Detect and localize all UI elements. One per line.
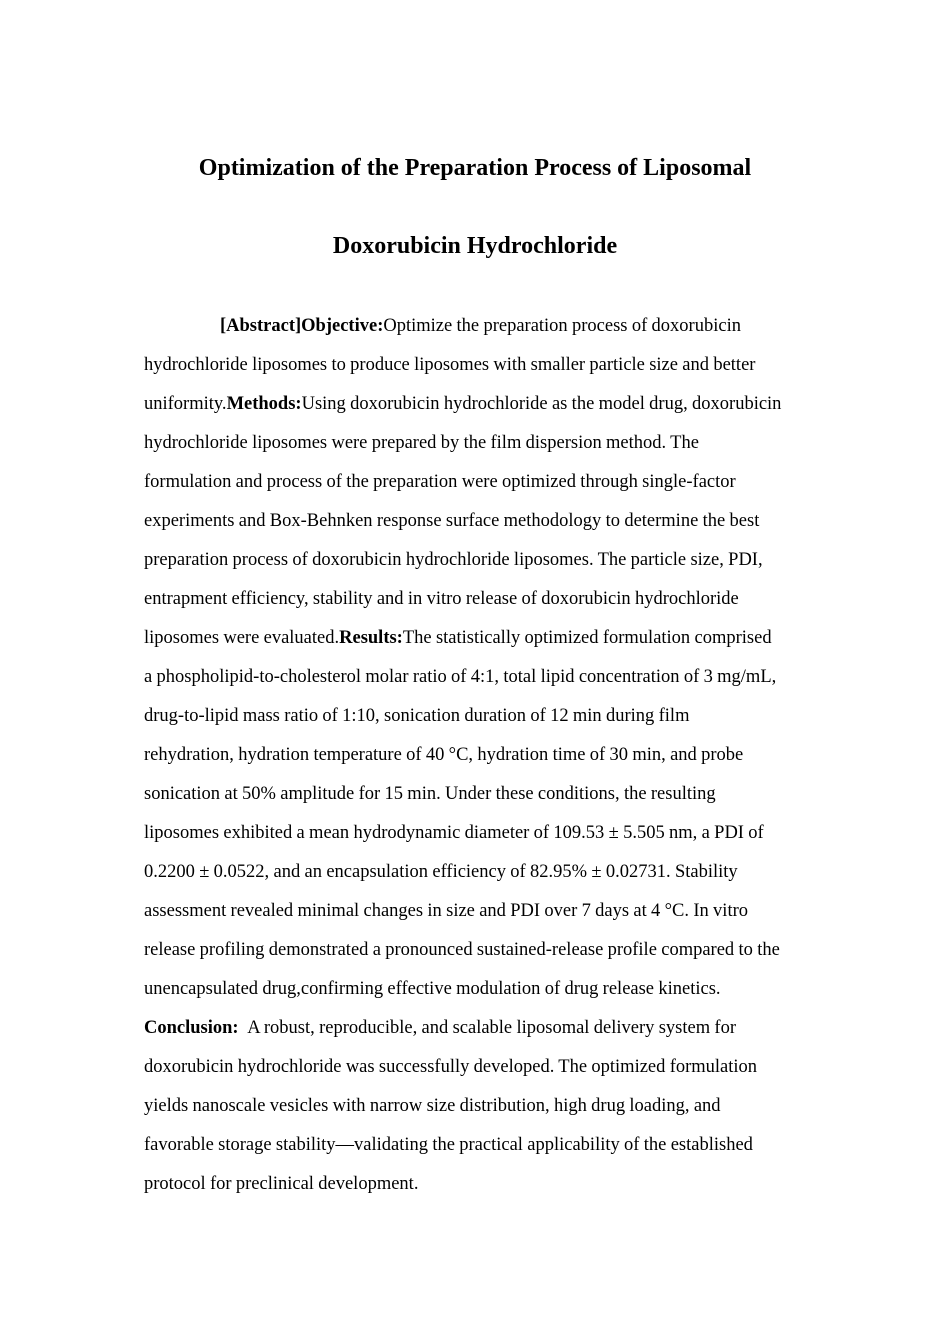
abstract-line: 0.2200 ± 0.0522, and an encapsulation efficiency of 82.95% ± 0.02731. Stability: [144, 862, 738, 882]
abstract-text: A robust, reproducible, and scalable liposomal delivery system for: [247, 1018, 736, 1038]
abstract-line: unencapsulated drug,confirming effective modulation of drug release kinetics.: [144, 979, 721, 999]
abstract-line: preparation process of doxorubicin hydrochloride liposomes. The particle size, PDI,: [144, 550, 763, 570]
abstract-line: entrapment efficiency, stability and in vitro release of doxorubicin hydrochloride: [144, 589, 739, 609]
abstract-line: [144, 1009, 808, 1048]
paper-title-line-2: Doxorubicin Hydrochloride: [332, 233, 618, 259]
abstract-line: sonication at 50% amplitude for 15 min. Under these conditions, the resulting: [144, 784, 716, 804]
methods-label: Methods:: [226, 394, 302, 414]
abstract-line: rehydration, hydration temperature of 40 °C, hydration time of 30 min, and probe: [144, 745, 744, 765]
abstract-line: [144, 307, 808, 346]
abstract-line: liposomes exhibited a mean hydrodynamic diameter of 109.53 ± 5.505 nm, a PDI of: [144, 823, 764, 843]
abstract-line: release profiling demonstrated a pronounced sustained-release profile compared to the: [144, 940, 780, 960]
abstract-line: drug-to-lipid mass ratio of 1:10, sonication duration of 12 min during film: [144, 706, 690, 726]
abstract: [144, 307, 808, 1204]
abstract-text: uniformity.: [144, 394, 227, 414]
conclusion-label: Conclusion:: [144, 1018, 239, 1038]
abstract-label: [Abstract]: [220, 316, 302, 336]
abstract-line: protocol for preclinical development.: [144, 1174, 419, 1194]
abstract-text: Optimize the preparation process of doxorubicin: [383, 316, 741, 336]
abstract-text: The statistically optimized formulation comprised: [402, 628, 772, 648]
results-label: Results:: [339, 628, 403, 648]
paper-title-line-1: Optimization of the Preparation Process of Liposomal: [198, 155, 752, 181]
objective-label: Objective:: [301, 316, 384, 336]
abstract-line: favorable storage stability—validating the practical applicability of the established: [144, 1135, 753, 1155]
abstract-text: liposomes were evaluated.: [144, 628, 340, 648]
abstract-line: formulation and process of the preparation were optimized through single-factor: [144, 472, 736, 492]
abstract-line: doxorubicin hydrochloride was successfully developed. The optimized formulation: [144, 1057, 758, 1077]
abstract-line: a phospholipid-to-cholesterol molar ratio of 4:1, total lipid concentration of 3 mg/mL,: [144, 667, 777, 687]
abstract-line: hydrochloride liposomes to produce liposomes with smaller particle size and better: [144, 355, 756, 375]
abstract-line: assessment revealed minimal changes in size and PDI over 7 days at 4 °C. In vitro: [144, 901, 748, 921]
abstract-line: [144, 619, 808, 658]
abstract-line: yields nanoscale vesicles with narrow size distribution, high drug loading, and: [144, 1096, 721, 1116]
abstract-text: Using doxorubicin hydrochloride as the model drug, doxorubicin: [301, 394, 782, 414]
abstract-line: [144, 385, 808, 424]
abstract-line: experiments and Box-Behnken response surface methodology to determine the best: [144, 511, 760, 531]
abstract-line: hydrochloride liposomes were prepared by the film dispersion method. The: [144, 433, 699, 453]
